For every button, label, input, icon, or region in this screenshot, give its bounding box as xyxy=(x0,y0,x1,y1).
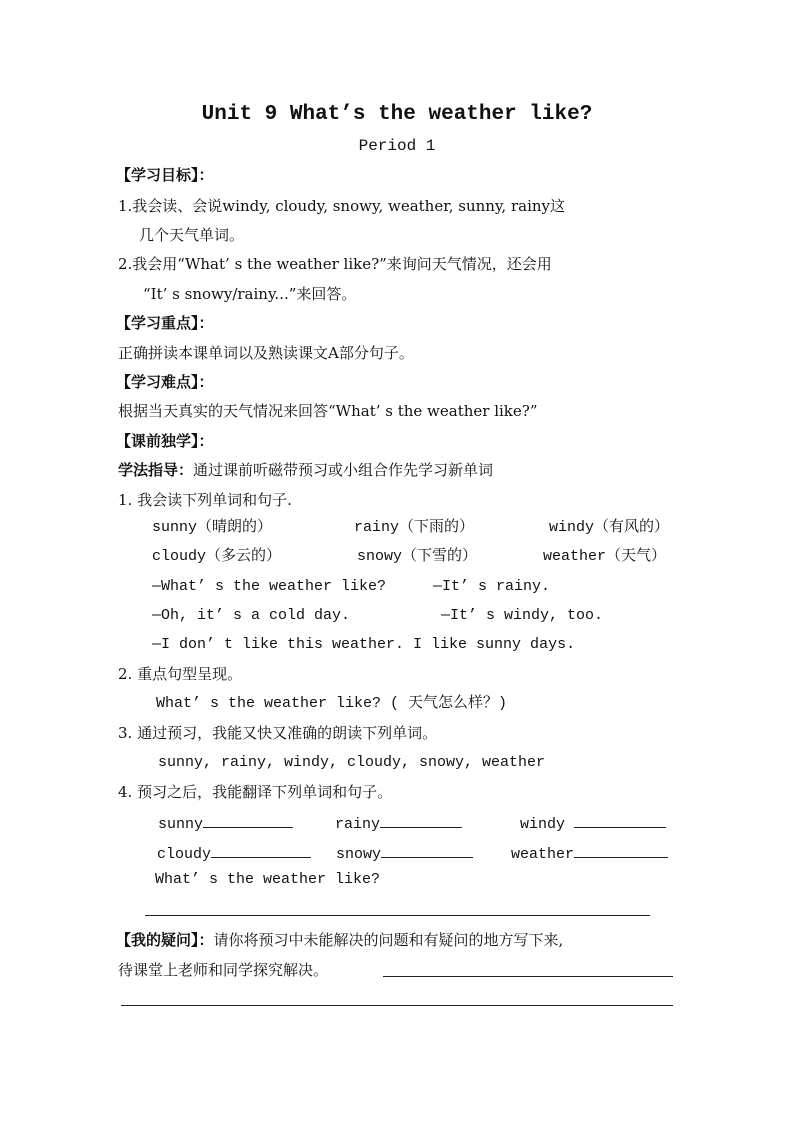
task-2-label: 2. 重点句型呈现。 xyxy=(118,665,243,683)
answer-blank[interactable] xyxy=(380,811,462,828)
objectives-heading: 【学习目标】： xyxy=(116,166,214,184)
objective-item-2: 2.我会用“What’ s the weather like?”来询问天气情况，还会用 xyxy=(118,255,552,273)
answer-blank[interactable] xyxy=(203,811,293,828)
task-1-label: 1. 我会读下列单词和句子. xyxy=(118,491,292,509)
sentence-answer-line[interactable] xyxy=(145,915,650,916)
translate-windy: windy xyxy=(520,811,666,835)
method-guidance xyxy=(118,460,493,480)
dialog-line-2b: —It’ s windy, too. xyxy=(441,607,604,624)
difficulties-text: 根据当天真实的天气情况来回答“What’ s the weather like?” xyxy=(118,402,538,420)
answer-blank[interactable] xyxy=(381,841,473,858)
translate-sunny: sunny xyxy=(158,811,293,835)
difficulties-heading: 【学习难点】： xyxy=(116,373,214,391)
questions-heading: 【我的疑问】： xyxy=(116,931,214,949)
key-sentence: What’ s the weather like? ( 天气怎么样？) xyxy=(156,695,508,712)
objective-item-2-cont: “It’ s snowy/rainy...”来回答。 xyxy=(143,285,357,303)
page-subtitle: Period 1 xyxy=(358,137,436,155)
key-points-heading: 【学习重点】： xyxy=(116,314,214,332)
objective-item-1-cont: 几个天气单词。 xyxy=(139,226,245,244)
dialog-line-1a: —What’ s the weather like? xyxy=(152,578,387,595)
page-title: Unit 9 What’s the weather like? xyxy=(201,103,593,126)
answer-blank[interactable] xyxy=(211,841,311,858)
reading-words: sunny, rainy, windy, cloudy, snowy, weather xyxy=(158,754,546,771)
translate-cloudy: cloudy xyxy=(157,841,311,865)
word-cloudy: cloudy（多云的） xyxy=(152,548,282,565)
task-3-label: 3. 通过预习，我能又快又准确的朗读下列单词。 xyxy=(118,724,438,742)
questions-text: 请你将预习中未能解决的问题和有疑问的地方写下来, xyxy=(213,931,564,949)
word-windy: windy（有风的） xyxy=(549,519,670,536)
word-weather: weather（天气） xyxy=(543,548,667,565)
questions-text-cont: 待课堂上老师和同学探究解决。 xyxy=(118,961,329,979)
answer-blank[interactable] xyxy=(574,811,666,828)
method-text: 通过课前听磁带预习或小组合作先学习新单词 xyxy=(193,461,494,479)
word-snowy: snowy（下雪的） xyxy=(357,548,478,565)
objective-item-1: 1.我会读、会说windy, cloudy, snowy, weather, sunny, rainy这 xyxy=(118,197,566,215)
translate-sentence: What’ s the weather like? xyxy=(155,871,381,888)
dialog-line-1b: —It’ s rainy. xyxy=(433,578,551,595)
questions-block xyxy=(116,930,563,950)
questions-answer-line-2[interactable] xyxy=(121,1005,673,1006)
key-points-text: 正确拼读本课单词以及熟读课文A部分句子。 xyxy=(118,344,414,362)
task-4-label: 4. 预习之后，我能翻译下列单词和句子。 xyxy=(118,783,393,801)
translate-snowy: snowy xyxy=(336,841,473,865)
method-label: 学法指导： xyxy=(118,461,194,479)
preview-heading: 【课前独学】： xyxy=(116,432,214,450)
translate-weather: weather xyxy=(511,841,668,865)
word-rainy: rainy（下雨的） xyxy=(354,519,475,536)
dialog-line-2a: —Oh, it’ s a cold day. xyxy=(152,607,351,624)
translate-rainy: rainy xyxy=(335,811,462,835)
word-sunny: sunny（晴朗的） xyxy=(152,519,273,536)
questions-answer-line[interactable] xyxy=(383,976,673,977)
dialog-line-3: —I don’ t like this weather. I like sunny days. xyxy=(152,636,576,653)
answer-blank[interactable] xyxy=(574,841,668,858)
